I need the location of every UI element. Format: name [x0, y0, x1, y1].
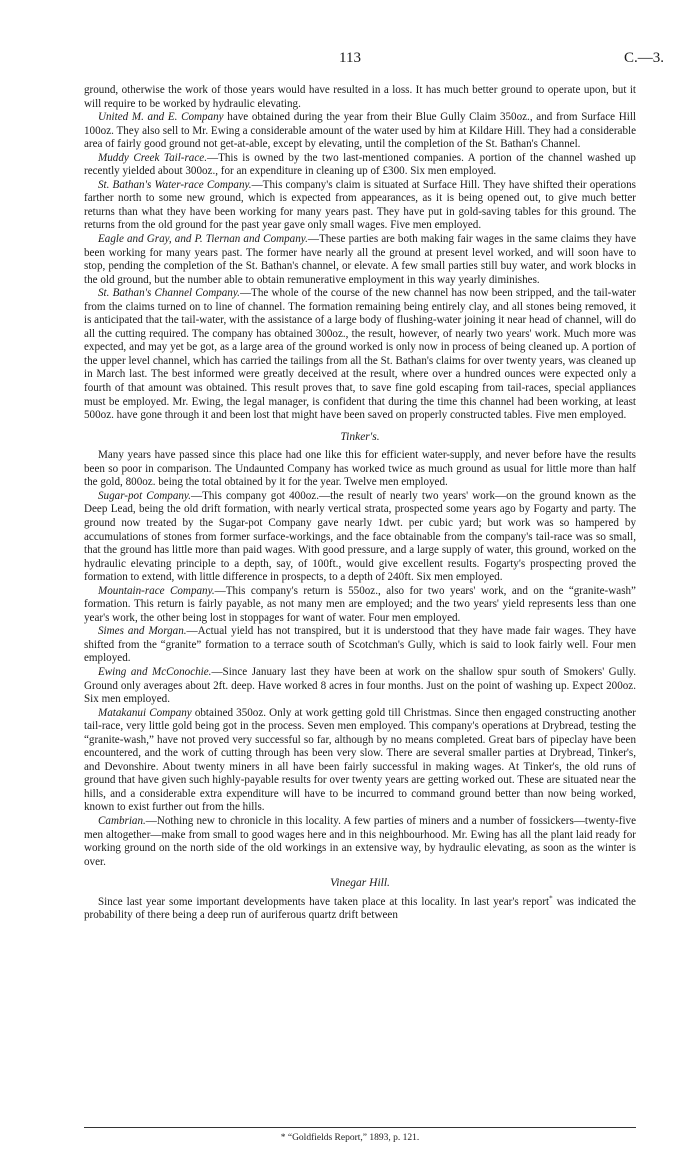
- paragraph-muddy-creek: Muddy Creek Tail-race.—This is owned by the two last-mentioned companies. A portion of the channel washed up recently yielded about 300oz., for an expenditure in cleaning up of £300. Six men employed.: [84, 151, 636, 178]
- footnote: * “Goldfields Report,” 1893, p. 121.: [280, 1133, 420, 1143]
- paragraph-matakanui: Matakanui Company obtained 350oz. Only at work getting gold till Christmas. Since then engaged constructing another tail-race, very little gold being got in the process. Seven men employed. This company's operations at Drybread, testing the “granite-wash,” have not proved very successful so far, although by no means completed. Great bars of pipeclay have been encountered, and the work of cutting through has been very slow. There are several smaller parties at Drybread, Tinker's, and Devonshire. About twenty miners in all have been fairly successful in making wages. At Tinker's, the old runs of ground that have given such highly-payable results for over twenty years are getting worked out. These are situated near the hills, and a considerable extra expenditure will have to be incurred to command ground better than now being worked, known to exist further out from the hills.: [84, 706, 636, 814]
- section-heading-tinkers: Tinker's.: [340, 430, 380, 443]
- footnote-divider: [84, 1127, 636, 1128]
- paragraph-united-company: United M. and E. Company have obtained during the year from their Blue Gully Claim 350oz., and from Surface Hill 100oz. They also sell to Mr. Ewing a considerable amount of the water used by him at Kildare Hill. They had a considerable area of fairly good ground not get-at-able, except by elevating, until the completion of the St. Bathan's Channel.: [84, 111, 637, 151]
- paragraph-ewing-mcconochie: Ewing and McConochie.—Since January last they have been at work on the shallow spur south of Smokers' Gully. Ground only averages about 2ft. deep. Have worked 8 acres in four months. Just on the point of washing up. Expect 200oz. Six men employed.: [84, 665, 637, 706]
- paragraph-sugar-pot: Sugar-pot Company.—This company got 400oz.—the result of nearly two years' work—on the ground known as the Deep Lead, being the old drift formation, with nearly vertical strata, prospected some years ago by Fogarty and party. The ground now treated by the Sugar-pot Company gave nearly 1dwt. per cubic yard; but work was so hampered by accumulations of stones from former surface-workings, and the face obtainable from the company's tail-race was so small, that the ground has little more than paid wages. With good pressure, and a large supply of water, this ground, worked on the hydraulic elevating principle to a depth, say, of 100ft., would give excellent results. Fogarty's prospecting proved the formation to extend, with little difference in prospects, to a depth of 240ft. Six men employed.: [84, 489, 636, 584]
- paragraph-simes-morgan: Simes and Morgan.—Actual yield has not transpired, but it is understood that they have made fair wages. They have shifted from the “granite” formation to a terrace south of Scotchman's Gully, which is said to look fairly well. Four men employed.: [84, 625, 636, 665]
- paragraph-cambrian: Cambrian.—Nothing new to chronicle in this locality. A few parties of miners and a number of fossickers—twenty-five men altogether—make from small to good wages here and in this neighbourhood. Mr. Ewing has all the plant laid ready for working ground on the north side of the old workings in an extensive way, by hydraulic elevating, as soon as the winter is over.: [84, 814, 636, 868]
- section-code: C.—3.: [623, 50, 664, 66]
- section-heading-vinegar-hill: Vinegar Hill.: [330, 877, 390, 890]
- footnote-marker: *: [549, 894, 553, 903]
- paragraph-st-bathans-water-race: St. Bathan's Water-race Company.—This company's claim is situated at Surface Hill. They have shifted their operations farther north to some new ground, which is expected from appearances, as it is being opened out, to give much better returns than what they have been working for many years past. They have put in gold-saving tables for this ground. The returns from the old ground for the past year gave only small wages. Five men employed.: [84, 178, 636, 232]
- page-header: [0, 50, 700, 70]
- page-number: 113: [339, 50, 361, 66]
- paragraph-eagle-and-gray: Eagle and Gray, and P. Tiernan and Company.—These parties are both making fair wages in the same claims they have been working for many years past. The former have nearly all the ground at present level worked, and will soon have to stop, pending the completion of the St. Bathan's channel, or elevate. A few small parties still buy water, and work blocks in the old ground, but the number able to obtain remunerative employment in this way yearly diminishes.: [84, 233, 637, 286]
- report-body: [84, 84, 636, 923]
- paragraph-st-bathans-channel: St. Bathan's Channel Company.—The whole of the course of the new channel has now been stripped, and the tail-water from the claims turned on to line of channel. The formation remaining being entirely clay, and all stones being removed, it is anticipated that the tail-water, with the assistance of a large body of flushing-water joining it near head of channel, will do all the cutting required. The company has obtained 300oz., the result, however, of nearly two years' work. Much more was expected, and may yet be got, as a large area of the ground worked is only now in process of being cleaned up. A portion of the upper level channel, which has carried the tailings from all the St. Bathan's claims for over twenty years, was cleaned up in March last. The best informed were greatly deceived at the result, where over a hundred ounces were expected only a fourth of that amount was obtained. This result proves that, to save fine gold escaping from tail-races, special appliances must be employed. Mr. Ewing, the legal manager, is confident that during the time this channel had been working, at least 500oz. have gone through it and been lost that might have been saved on properly constructed tables. Five men employed.: [84, 287, 636, 422]
- paragraph-vinegar-hill: Since last year some important developments have taken place at this locality. In last year's report* was indicated the probability of there being a deep run of auriferous quartz drift between: [84, 894, 636, 922]
- paragraph-tinkers-intro: Many years have passed since this place had one like this for efficient water-supply, and never before have the results been so poor in comparison. The Undaunted Company has worked twice as much ground as usual for little more than half the gold, 800oz. being the total obtained by it for the year. Twelve men employed.: [84, 449, 636, 489]
- paragraph: ground, otherwise the work of those years would have resulted in a loss. It has much better ground to operate upon, but it will require to be worked by hydraulic elevating.: [84, 84, 636, 110]
- paragraph-mountain-race: Mountain-race Company.—This company's return is 550oz., also for two years' work, and on the “granite-wash” formation. This return is fairly payable, as not many men are employed; and the two years' yield represents less than one year's work, the other being lost in stoppages for want of water. Four men employed.: [84, 584, 636, 624]
